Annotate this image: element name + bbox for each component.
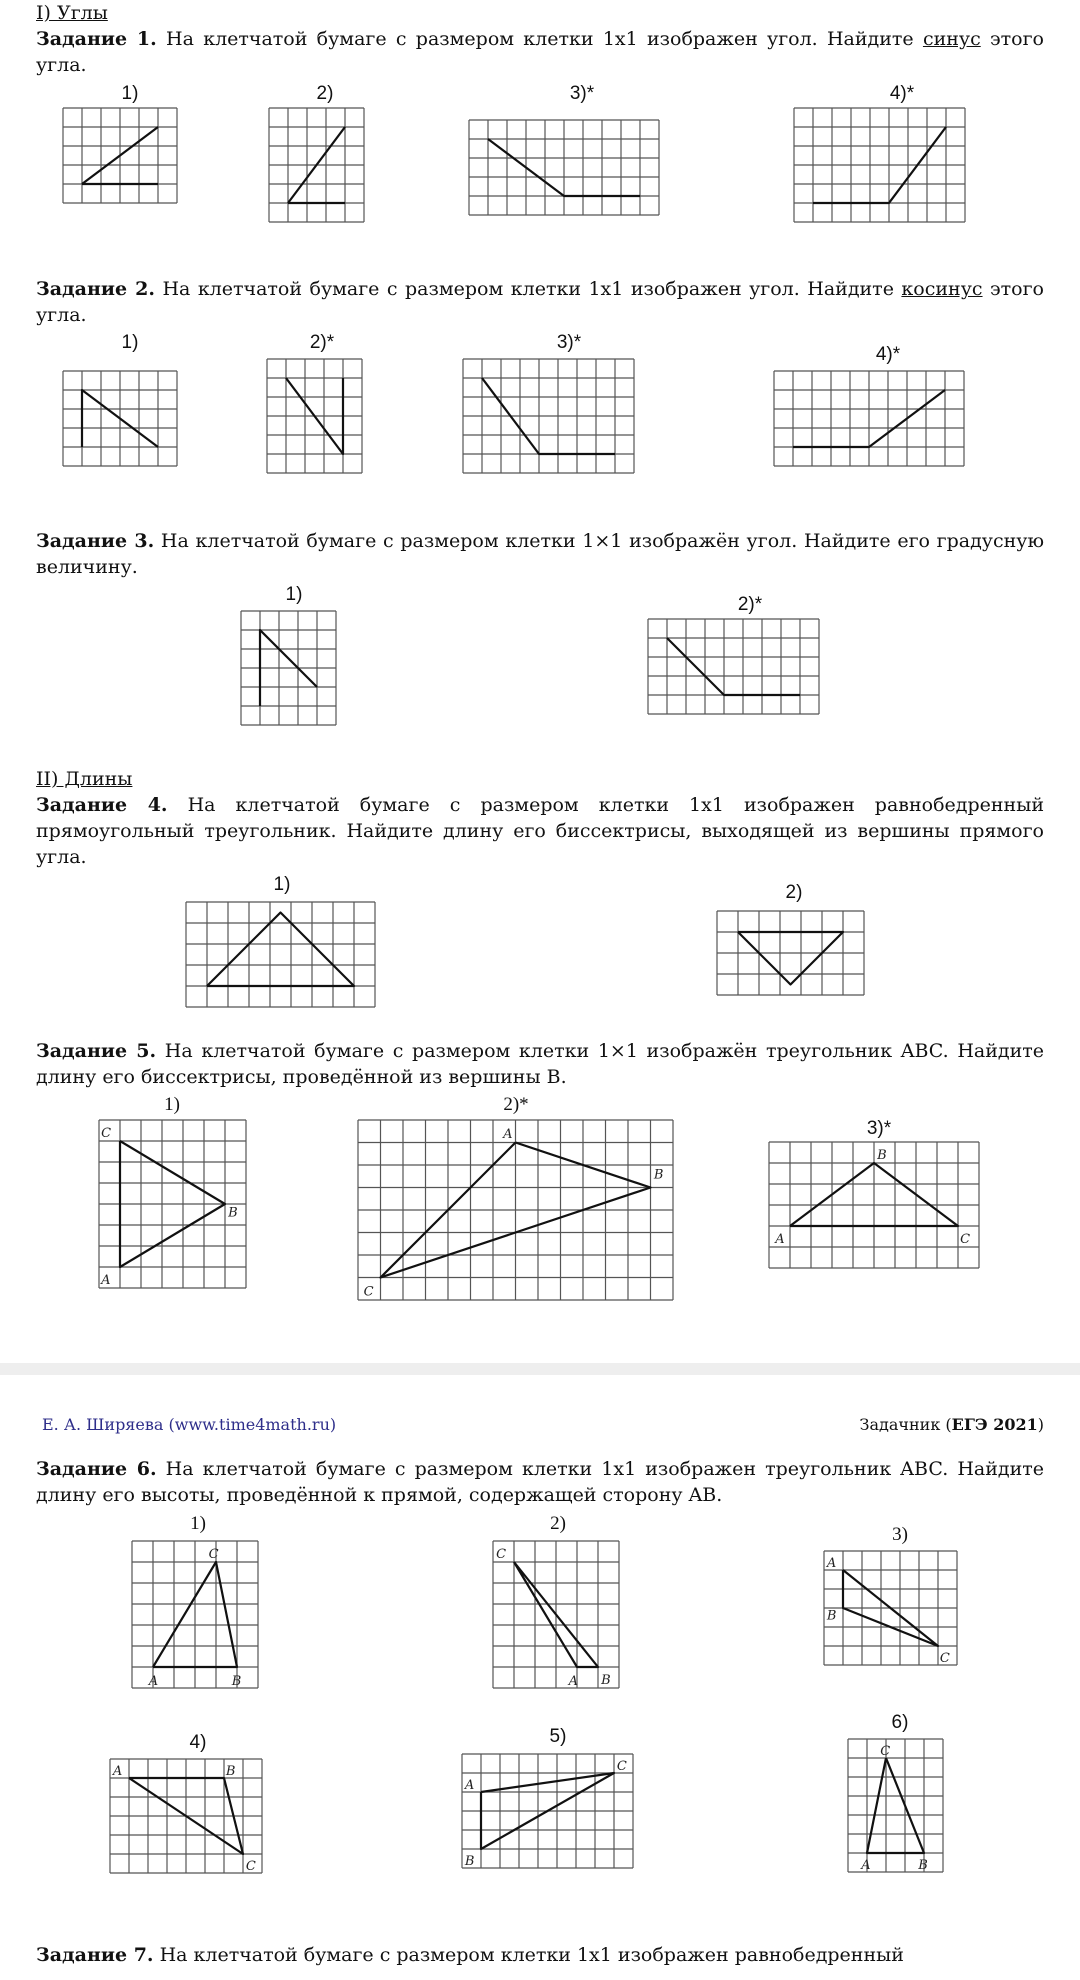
svg-text:B: B <box>464 1854 475 1869</box>
svg-text:C: C <box>363 1284 374 1300</box>
figure-label: 2) <box>316 83 334 104</box>
svg-text:B: B <box>601 1672 611 1688</box>
task-5-text: Задание 5. На клетчатой бумаге с размером клетки 1×1 изображён треугольник ABC. Найдите длину его биссектрисы, проведённой из вершины B. <box>36 1040 1044 1088</box>
svg-text:A: A <box>861 1858 871 1873</box>
svg-text:C: C <box>245 1859 256 1874</box>
svg-text:A: A <box>826 1556 837 1572</box>
figure-label: 3)* <box>866 1118 892 1139</box>
svg-text:C: C <box>880 1744 891 1760</box>
figure-label: 1) <box>121 83 139 104</box>
svg-text:A: A <box>775 1231 785 1247</box>
figure-label: 3)* <box>556 332 582 353</box>
figure-label: 4) <box>189 1732 207 1753</box>
grid-figure-6-6 <box>847 1738 944 1873</box>
task-3-label: Задание 3. <box>36 530 155 552</box>
svg-text:A: A <box>568 1673 578 1689</box>
page-break-divider <box>0 1363 1080 1375</box>
svg-text:C: C <box>960 1231 971 1247</box>
svg-text:A: A <box>503 1127 513 1142</box>
task-7-text: Задание 7. На клетчатой бумаге с размером клетки 1x1 изображен равнобедренный <box>36 1944 904 1966</box>
figure-label: 2)* <box>737 594 763 615</box>
figure-label: 4)* <box>889 83 915 104</box>
task-4-text: Задание 4. На клетчатой бумаге с размером клетки 1x1 изображен равнобедренный прямоугольный треугольник. Найдите длину его биссектрисы, выходящей из вершины прямого угла. <box>36 794 1044 868</box>
grid-figure-2-3 <box>462 358 635 474</box>
task-1-label: Задание 1. <box>36 28 157 50</box>
task-3-text: Задание 3. На клетчатой бумаге с размером клетки 1×1 изображён угол. Найдите его градусную величину. <box>36 530 1045 578</box>
figure-label: 1) <box>273 874 291 895</box>
svg-text:B: B <box>228 1205 238 1221</box>
figure-label: 6) <box>891 1712 909 1733</box>
grid-figure-1-2 <box>268 107 365 223</box>
page-header-book: Задачник (ЕГЭ 2021) <box>859 1415 1044 1434</box>
svg-text:C: C <box>496 1546 507 1562</box>
figure-label: 4)* <box>875 344 901 365</box>
grid-figure-6-2 <box>492 1540 620 1689</box>
figure-label: 1) <box>164 1094 180 1115</box>
svg-text:B: B <box>918 1858 928 1873</box>
figure-label: 3)* <box>569 83 595 104</box>
task-2-text: Задание 2. На клетчатой бумаге с размером клетки 1x1 изображен угол. Найдите косинус этого угла. <box>36 278 1044 326</box>
task-1-text: Задание 1. На клетчатой бумаге с размером клетки 1x1 изображен угол. Найдите синус этого угла. <box>36 28 1044 76</box>
grid-figure-6-3 <box>823 1550 958 1666</box>
grid-figure-3-2 <box>647 618 820 715</box>
svg-text:C: C <box>208 1546 219 1562</box>
grid-figure-1-4 <box>793 107 966 223</box>
figure-label: 2)* <box>503 1094 529 1115</box>
grid-figure-5-3 <box>768 1141 980 1269</box>
figure-label: 2) <box>550 1513 566 1534</box>
svg-text:B: B <box>877 1147 887 1163</box>
grid-figure-5-2 <box>357 1119 674 1301</box>
figure-label: 2) <box>785 882 803 903</box>
figure-label: 3) <box>892 1524 908 1545</box>
svg-text:C: C <box>101 1125 112 1141</box>
svg-text:A: A <box>148 1673 159 1689</box>
grid-figure-1-3 <box>468 119 660 216</box>
grid-figure-4-2 <box>716 910 865 996</box>
svg-text:A: A <box>464 1778 475 1794</box>
grid-figure-6-4 <box>109 1758 263 1874</box>
grid-figure-5-1 <box>98 1119 247 1289</box>
figure-label: 1) <box>190 1513 206 1534</box>
svg-text:B: B <box>826 1608 837 1624</box>
svg-text:C: C <box>616 1759 627 1775</box>
figure-label: 2)* <box>309 332 335 353</box>
task-2-label: Задание 2. <box>36 278 155 300</box>
grid-figure-2-4 <box>773 370 965 467</box>
svg-text:B: B <box>225 1764 236 1780</box>
svg-text:C: C <box>939 1651 950 1666</box>
task-6-text: Задание 6. На клетчатой бумаге с размером клетки 1x1 изображен треугольник ABC. Найдите длину его высоты, проведённой к прямой, содержащей сторону AB. <box>36 1458 1044 1506</box>
grid-figure-3-1 <box>240 610 337 726</box>
grid-figure-6-1 <box>131 1540 259 1689</box>
grid-figure-6-5 <box>461 1753 634 1869</box>
task-1-emphasis: синус <box>922 28 981 50</box>
page-header-author: Е. А. Ширяева (www.time4math.ru) <box>42 1415 337 1434</box>
grid-figure-4-1 <box>185 901 376 1008</box>
svg-text:B: B <box>653 1167 664 1183</box>
grid-figure-1-1 <box>62 107 178 204</box>
figure-label: 1) <box>285 584 303 605</box>
figure-label: 1) <box>121 332 139 353</box>
svg-text:A: A <box>101 1272 111 1288</box>
section-heading-angles: I) Углы <box>36 2 108 24</box>
svg-text:B: B <box>231 1673 242 1689</box>
task-6-label: Задание 6. <box>36 1458 157 1480</box>
task-7-label: Задание 7. <box>36 1944 154 1966</box>
figure-label: 5) <box>549 1726 567 1747</box>
grid-figure-2-1 <box>62 370 178 467</box>
task-2-emphasis: косинус <box>901 278 983 300</box>
section-heading-lengths: II) Длины <box>36 768 133 790</box>
grid-figure-2-2 <box>266 358 363 474</box>
svg-text:A: A <box>112 1764 123 1780</box>
task-5-label: Задание 5. <box>36 1040 157 1062</box>
task-4-label: Задание 4. <box>36 794 168 816</box>
